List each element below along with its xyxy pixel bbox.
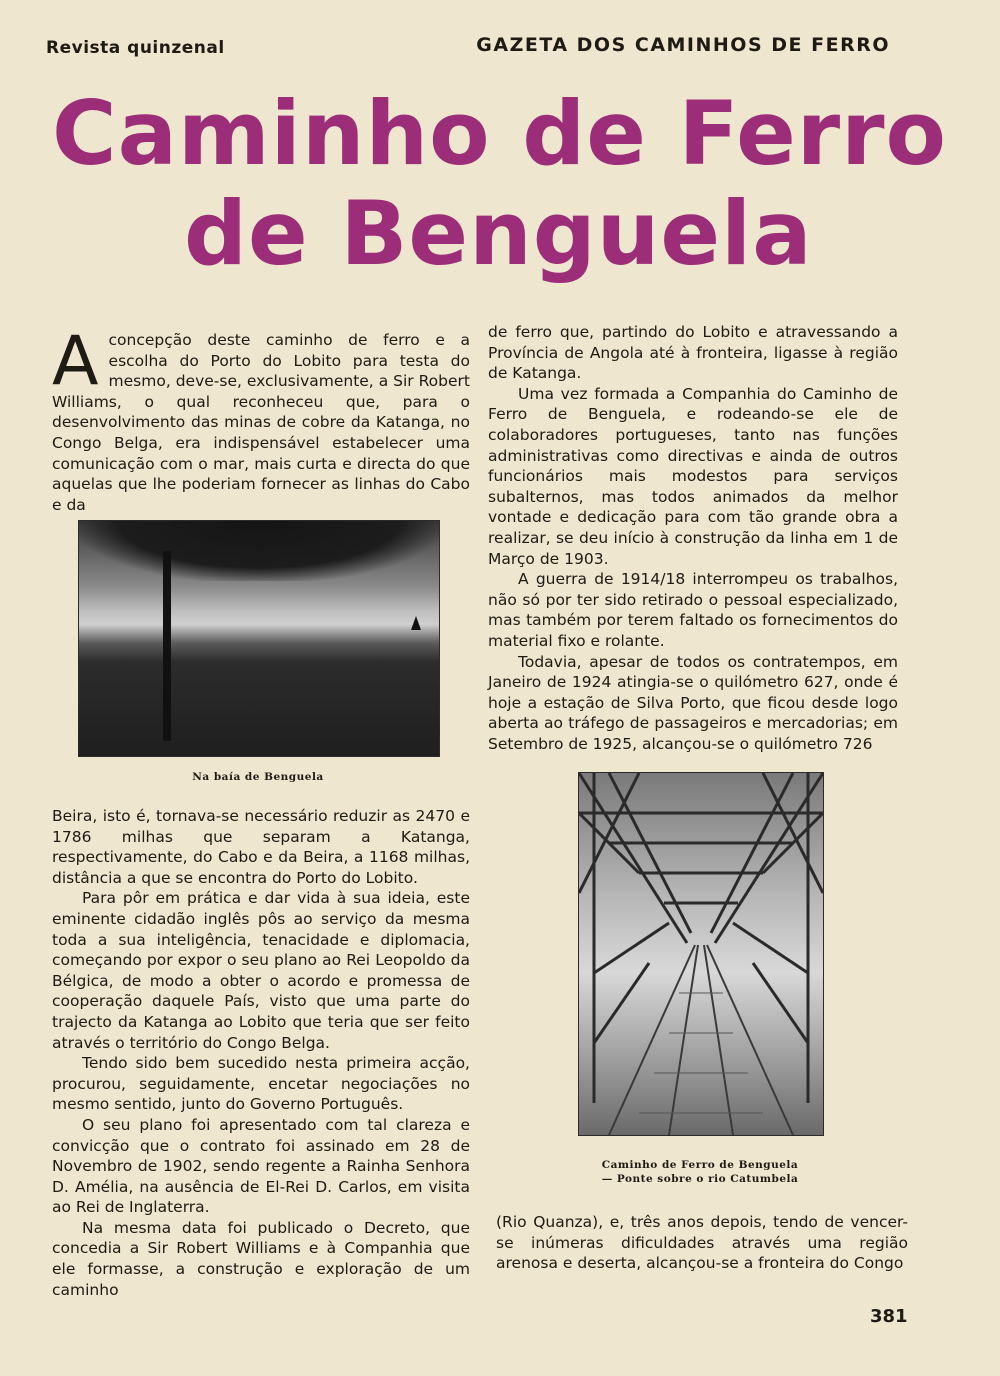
article-title [52,84,952,284]
column-right-bottom [496,1212,908,1274]
title-line-1: Caminho de Ferro [52,82,948,185]
paragraph: O seu plano foi apresentado com tal clareza e convicção que o contrato foi assinado em 28 de Novembro de 1902, sendo regente a Rainha Senhora D. Amélia, na ausência de El-Rei D. Carlos, em visita ao Rei de Inglaterra. [52,1115,470,1217]
drop-cap: A [52,322,99,401]
caption-benguela-bay: Na baía de Benguela [192,771,324,783]
photo-tree-canopy [79,521,439,581]
paragraph: A guerra de 1914/18 interrompeu os trabalhos, não só por ter sido retirado o pessoal especializado, mas também por terem faltado os fornecimentos do material fixo e rolante. [488,570,898,650]
paragraph: Para pôr em prática e dar vida à sua ideia, este eminente cidadão inglês pôs ao serviço da mesma toda a sua inteligência, tenacidade e diplomacia, começando por expor o seu plano ao Rei Leopoldo da Bélgica, de modo a obter o acordo e promessa de cooperação daquele País, visto que uma parte do trajecto da Katanga ao Lobito que teria que ser feito através o território do Congo Belga. [52,889,470,1052]
paragraph: Uma vez formada a Companhia do Caminho de Ferro de Benguela, e rodeando-se ele de colaboradores portugueses, tanto nas funções administrativas como directivas e ainda de outros funcionários mais modestos para serviços subalternos, mas todos animados da melhor vontade e dedicação para com tão grande obra a realizar, se deu início à construção da linha em 1 de Março de 1903. [488,384,898,568]
photo-tree-trunk [163,551,171,741]
paragraph-text: concepção deste caminho de ferro e a escolha do Porto do Lobito para testa do mesmo, deve-se, exclusivamente, a Sir Robert Williams, o qual reconheceu que, para o desenvolvimento das minas de cobre da Katanga, no Congo Belga, era indispensável estabelecer uma comunicação com o mar, mais curta e directa do que aquelas que lhe poderiam fornecer as linhas do Cabo e da [52,331,470,514]
running-header-right: GAZETA DOS CAMINHOS DE FERRO [476,34,890,56]
caption-line: Caminho de Ferro de Benguela [601,1159,799,1171]
paragraph [52,322,470,515]
paragraph: Beira, isto é, tornava-se necessário reduzir as 2470 e 1786 milhas que separam a Katanga, respectivamente, do Cabo e da Beira, a 1168 milhas, distância a que se encontra do Porto do Lobito. [52,807,470,887]
column-left-top [52,322,470,515]
photo-catumbela-bridge [578,772,824,1136]
page-number: 381 [870,1306,908,1327]
running-header-left: Revista quinzenal [46,38,225,58]
paragraph: Tendo sido bem sucedido nesta primeira acção, procurou, seguidamente, encetar negociações no mesmo sentido, junto do Governo Português. [52,1054,470,1114]
paragraph: (Rio Quanza), e, três anos depois, tendo de vencer-se inúmeras dificuldades através uma região arenosa e deserta, alcançou-se a fronteira do Congo [496,1213,908,1273]
paragraph: de ferro que, partindo do Lobito e atravessando a Província de Angola até à fronteira, ligasse à região de Katanga. [488,323,898,383]
column-left-bottom [52,806,470,1300]
caption-catumbela-bridge [560,1158,840,1186]
photo-sailboat [411,616,421,630]
caption-line: — Ponte sobre o rio Catumbela [601,1173,799,1185]
paragraph: Na mesma data foi publicado o Decreto, que concedia a Sir Robert Williams e à Companhia que ele formasse, a construção e exploração de um caminho [52,1218,470,1299]
column-right-top [488,322,898,754]
paragraph: Todavia, apesar de todos os contratempos, em Janeiro de 1924 atingia-se o quilómetro 627, onde é hoje a estação de Silva Porto, que ficou desde logo aberta ao tráfego de passageiros e mercadorias; em Setembro de 1925, alcançou-se o quilómetro 726 [488,652,898,753]
photo-benguela-bay [78,520,440,757]
title-line-2: de Benguela [184,182,813,285]
bridge-illustration [579,773,823,1135]
